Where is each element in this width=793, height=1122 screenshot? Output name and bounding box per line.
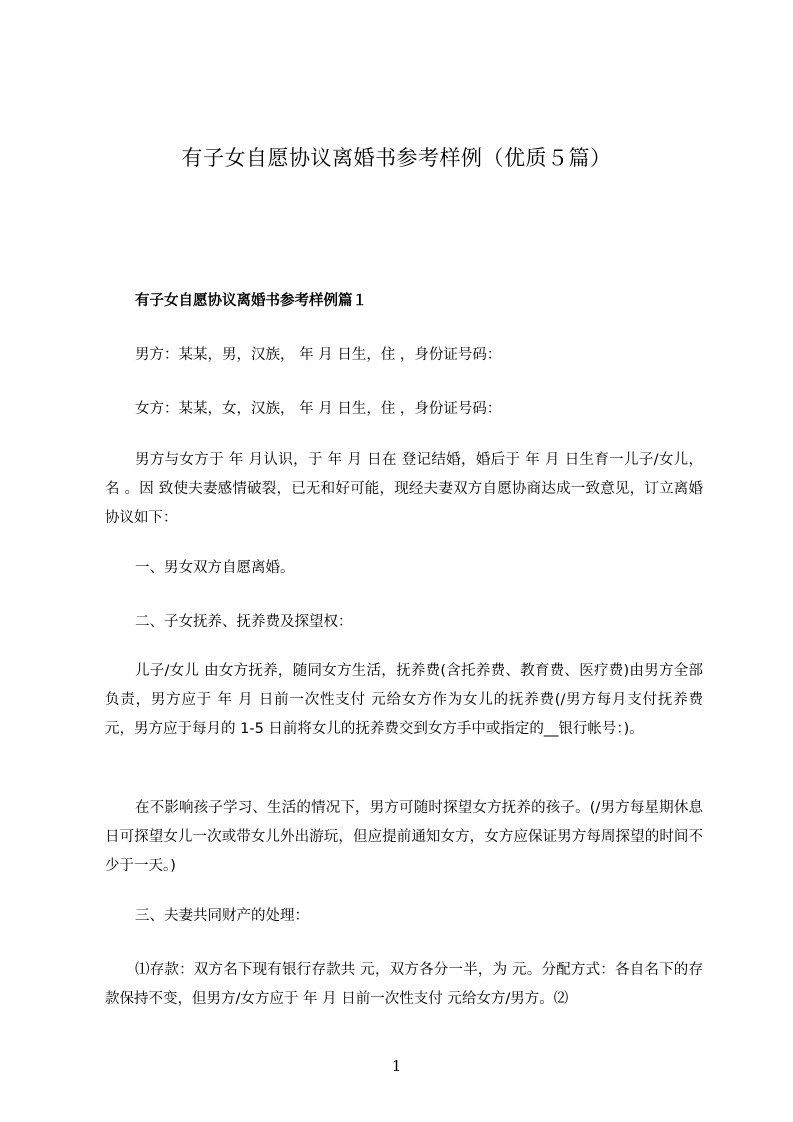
clause-3: 三、夫妻共同财产的处理： (135, 908, 309, 924)
page-number: 1 (391, 1057, 402, 1075)
visitation-paragraph: 在不影响孩子学习、生活的情况下，男方可随时探望女方抚养的孩子。(/男方每星期休息日可探望女儿一次或带女儿外出游玩，但应提前通知女方，女方应保证男方每周探望的时间不少于一天。) (105, 800, 703, 874)
deposit-paragraph: ⑴存款：双方名下现有银行存款共 元，双方各分一半，为 元。分配方式：各自名下的存款保持不变，但男方/女方应于 年 月 日前一次性支付 元给女方/男方。⑵ (105, 962, 703, 1007)
female-party-line: 女方：某某，女，汉族， 年 月 日生，住 ，身份证号码： (135, 401, 502, 417)
clause-1: 一、男女双方自愿离婚。 (135, 560, 295, 576)
male-party-line: 男方：某某，男，汉族， 年 月 日生，住 ，身份证号码： (135, 347, 502, 363)
section-heading: 有子女自愿协议离婚书参考样例篇１ (135, 293, 367, 309)
document-title: 有子女自愿协议离婚书参考样例（优质５篇） (181, 146, 612, 170)
custody-paragraph: 儿子/女儿 由女方抚养，随同女方生活，抚养费(含托养费、教育费、医疗费)由男方全部负责，男方应于 年 月 日前一次性支付 元给女方作为女儿的抚养费(/男方每月支付抚养费 元，男方应于每月的 1-5 日前将女儿的抚养费交到女方手中或指定的__银行帐号：)。 (105, 663, 703, 737)
intro-paragraph: 男方与女方于 年 月认识，于 年 月 日在 登记结婚，婚后于 年 月 日生育一儿子/女儿，名 。因 致使夫妻感情破裂，已无和好可能，现经夫妻双方自愿协商达成一致意见，订立离婚协议如下： (105, 452, 703, 526)
clause-2: 二、子女抚养、抚养费及探望权： (135, 614, 353, 630)
